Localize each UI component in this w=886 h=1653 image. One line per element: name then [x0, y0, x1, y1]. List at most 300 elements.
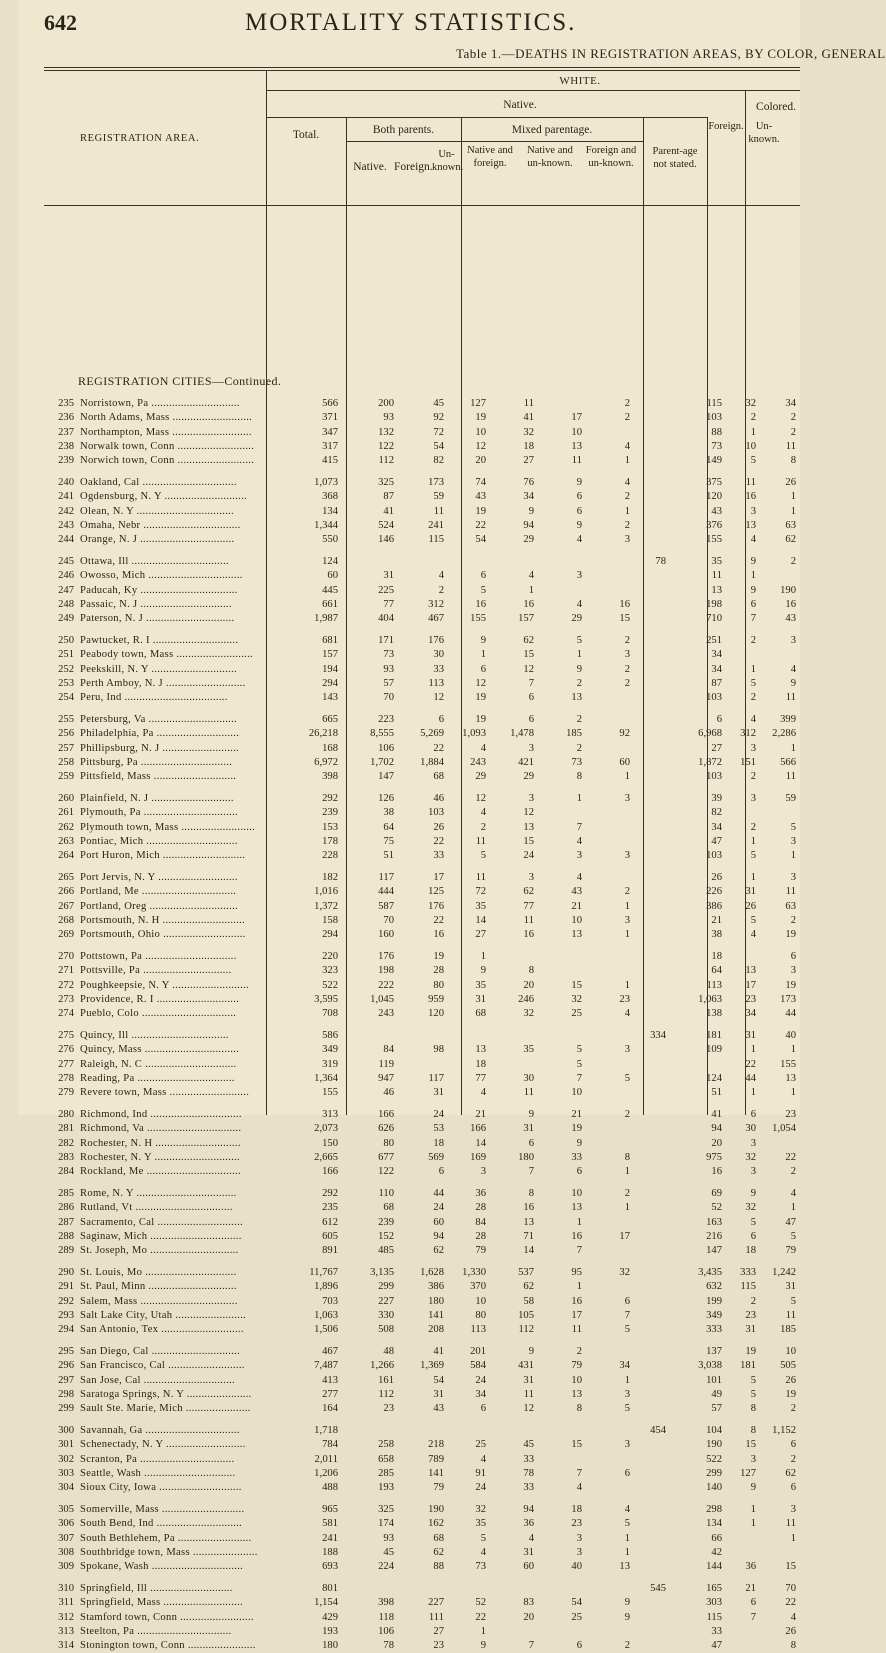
- row-number: 291: [58, 1281, 74, 1293]
- cell-total: 1,063: [314, 1309, 338, 1321]
- cell-foreign: 34: [711, 663, 722, 675]
- row-number: 283: [58, 1151, 74, 1163]
- cell-bp-unknown: 14: [475, 1137, 486, 1149]
- cell-unknown: 30: [745, 1123, 756, 1135]
- city-name: Norwalk town, Conn ..........................: [80, 440, 255, 452]
- cell-mp-native-foreign: 1: [528, 584, 534, 596]
- table-row: [0, 1611, 800, 1625]
- cell-total: 178: [322, 835, 338, 847]
- cell-colored: 62: [785, 534, 796, 546]
- row-number: 264: [58, 850, 74, 862]
- cell-bp-native: 677: [378, 1151, 394, 1163]
- cell-mp-foreign-unknown: 3: [624, 534, 630, 546]
- cell-unknown: 18: [745, 1245, 756, 1257]
- city-name: Petersburg, Va ..............................: [80, 714, 238, 725]
- cell-colored: 1,054: [772, 1123, 796, 1135]
- table-row: [0, 792, 800, 806]
- cell-foreign: 333: [706, 1324, 722, 1336]
- cell-bp-foreign: 1,628: [420, 1267, 444, 1278]
- cell-mp-native-unknown: 32: [571, 993, 582, 1005]
- cell-colored: 16: [785, 598, 796, 610]
- cell-mp-native-unknown: 4: [576, 598, 582, 610]
- table-row: [0, 426, 800, 440]
- table-row: [0, 476, 800, 490]
- cell-colored: 19: [785, 979, 796, 991]
- cell-bp-foreign: 18: [433, 1137, 444, 1149]
- cell-foreign: 26: [711, 872, 722, 883]
- cell-bp-foreign: 54: [433, 1374, 444, 1386]
- cell-colored: 2: [790, 914, 796, 926]
- cell-colored: 3: [790, 635, 796, 646]
- cell-bp-native: 122: [378, 440, 394, 452]
- cell-mp-native-foreign: 15: [523, 649, 534, 661]
- cell-bp-native: 1,702: [370, 756, 394, 768]
- cell-mp-native-foreign: 33: [523, 1482, 534, 1494]
- table-row: [0, 1517, 800, 1531]
- cell-total: 693: [322, 1561, 338, 1573]
- table-row: [0, 1532, 800, 1546]
- cell-bp-native: 227: [378, 1295, 394, 1307]
- cell-bp-native: 198: [378, 965, 394, 977]
- cell-mp-foreign-unknown: 1: [624, 1546, 630, 1558]
- cell-bp-foreign: 5,269: [420, 728, 444, 740]
- row-number: 287: [58, 1216, 74, 1228]
- cell-bp-native: 239: [378, 1216, 394, 1228]
- cell-bp-unknown: 32: [475, 1504, 486, 1515]
- row-number: 276: [58, 1044, 74, 1056]
- city-name: Schenectady, N. Y ...........................: [80, 1439, 246, 1451]
- cell-foreign: 103: [706, 692, 722, 704]
- cell-mp-native-foreign: 76: [523, 477, 534, 488]
- cell-unknown: 1: [750, 1044, 756, 1056]
- cell-bp-foreign: 44: [433, 1188, 444, 1199]
- row-number: 269: [58, 929, 74, 941]
- cell-bp-native: 64: [383, 821, 394, 833]
- row-number: 248: [58, 598, 74, 610]
- cell-mp-native-unknown: 29: [571, 613, 582, 625]
- table-row: [0, 569, 800, 583]
- cell-colored: 26: [785, 477, 796, 488]
- table-row: [0, 648, 800, 662]
- table-row: [0, 1295, 800, 1309]
- cell-unknown: 3: [750, 793, 756, 804]
- cell-bp-foreign: 80: [433, 979, 444, 991]
- cell-unknown: 3: [750, 742, 756, 754]
- cell-unknown: 127: [740, 1467, 756, 1479]
- cell-foreign: 226: [706, 886, 722, 898]
- cell-colored: 31: [785, 1281, 796, 1293]
- cell-mp-native-unknown: 3: [576, 1546, 582, 1558]
- cell-foreign: 41: [711, 1109, 722, 1120]
- cell-colored: 11: [785, 440, 796, 452]
- cell-bp-unknown: 201: [470, 1346, 486, 1357]
- cell-bp-native: 132: [378, 426, 394, 438]
- cell-mp-native-foreign: 9: [528, 505, 534, 517]
- cell-bp-foreign: 72: [433, 426, 444, 438]
- cell-total: 681: [322, 635, 338, 646]
- table-row: [0, 1086, 800, 1100]
- cell-mp-foreign-unknown: 1: [624, 455, 630, 467]
- cell-mp-native-foreign: 11: [523, 914, 534, 926]
- header-bp-native: Native.: [353, 161, 387, 173]
- row-number: 261: [58, 807, 74, 819]
- cell-bp-unknown: 35: [475, 1518, 486, 1530]
- cell-total: 415: [322, 455, 338, 467]
- cell-mp-native-unknown: 1: [576, 1281, 582, 1293]
- cell-bp-unknown: 18: [475, 1058, 486, 1070]
- cell-bp-foreign: 30: [433, 649, 444, 661]
- header-white: WHITE.: [559, 75, 601, 87]
- cell-unknown: 5: [750, 1216, 756, 1228]
- cell-colored: 1,152: [772, 1425, 796, 1436]
- row-number: 303: [58, 1467, 74, 1479]
- cell-bp-unknown: 11: [475, 835, 486, 847]
- cell-foreign: 165: [706, 1583, 722, 1594]
- cell-mp-native-foreign: 62: [523, 1281, 534, 1293]
- cell-unknown: 5: [750, 677, 756, 689]
- city-name: Pottsville, Pa ..............................: [80, 965, 232, 977]
- cell-total: 6,972: [314, 756, 338, 768]
- cell-unknown: 1: [750, 1518, 756, 1530]
- row-number: 314: [58, 1640, 74, 1652]
- cell-foreign: 251: [706, 635, 722, 646]
- cell-parentage-not-stated: 78: [655, 556, 666, 567]
- cell-colored: 11: [785, 1309, 796, 1321]
- cell-foreign: 104: [706, 1425, 722, 1436]
- cell-bp-unknown: 370: [470, 1281, 486, 1293]
- cell-total: 294: [322, 929, 338, 941]
- row-number: 292: [58, 1295, 74, 1307]
- city-name: Pittsfield, Mass ............................: [80, 771, 237, 783]
- cell-mp-foreign-unknown: 5: [624, 1403, 630, 1415]
- cell-mp-foreign-unknown: 1: [624, 771, 630, 783]
- cell-bp-unknown: 4: [480, 742, 486, 754]
- cell-mp-foreign-unknown: 2: [624, 677, 630, 689]
- cell-mp-native-foreign: 6: [528, 692, 534, 704]
- cell-unknown: 11: [745, 477, 756, 488]
- table-row: [0, 1187, 800, 1201]
- cell-colored: 5: [790, 1230, 796, 1242]
- cell-mp-native-unknown: 10: [571, 426, 582, 438]
- city-name: San Jose, Cal ...............................: [80, 1374, 236, 1386]
- table-row: [0, 835, 800, 849]
- cell-unknown: 3: [750, 1453, 756, 1465]
- cell-bp-unknown: 43: [475, 491, 486, 503]
- cell-colored: 155: [780, 1058, 796, 1070]
- cell-bp-native: 84: [383, 1044, 394, 1056]
- cell-total: 566: [322, 398, 338, 409]
- city-name: San Diego, Cal ..............................: [80, 1346, 241, 1357]
- table-row: [0, 519, 800, 533]
- cell-bp-foreign: 54: [433, 440, 444, 452]
- row-number: 308: [58, 1546, 74, 1558]
- city-name: Ottawa, Ill .................................: [80, 556, 229, 567]
- table-row: [0, 1596, 800, 1610]
- row-number: 302: [58, 1453, 74, 1465]
- city-name: San Antonio, Tex ............................: [80, 1324, 244, 1336]
- cell-mp-native-unknown: 4: [576, 534, 582, 546]
- cell-bp-native: 325: [378, 477, 394, 488]
- cell-bp-foreign: 33: [433, 663, 444, 675]
- cell-unknown: 8: [750, 1403, 756, 1415]
- cell-total: 155: [322, 1087, 338, 1099]
- cell-bp-native: 118: [378, 1611, 394, 1623]
- cell-mp-native-unknown: 33: [571, 1151, 582, 1163]
- cell-mp-native-foreign: 12: [523, 1403, 534, 1415]
- header-total: Total.: [292, 129, 320, 141]
- cell-mp-native-foreign: 246: [518, 993, 534, 1005]
- cell-bp-foreign: 2: [438, 584, 444, 596]
- table-row: [0, 397, 800, 411]
- cell-bp-unknown: 4: [480, 1087, 486, 1099]
- cell-foreign: 13: [711, 584, 722, 596]
- cell-mp-native-unknown: 7: [576, 821, 582, 833]
- table-row: [0, 1374, 800, 1388]
- cell-bp-foreign: 120: [428, 1008, 444, 1020]
- cell-bp-native: 110: [378, 1188, 394, 1199]
- table-row: [0, 1244, 800, 1258]
- cell-bp-foreign: 17: [433, 872, 444, 883]
- cell-bp-unknown: 9: [480, 965, 486, 977]
- table-row: [0, 598, 800, 612]
- cell-total: 1,896: [314, 1281, 338, 1293]
- city-name: Peabody town, Mass ..........................: [80, 649, 253, 661]
- cell-foreign: 115: [706, 398, 722, 409]
- cell-unknown: 1: [750, 663, 756, 675]
- cell-bp-unknown: 72: [475, 886, 486, 898]
- cell-foreign: 3,038: [698, 1360, 722, 1372]
- table-row: [0, 871, 800, 885]
- cell-total: 467: [322, 1346, 338, 1357]
- cell-bp-unknown: 6: [480, 663, 486, 675]
- cell-unknown: 21: [745, 1583, 756, 1594]
- cell-mp-foreign-unknown: 34: [619, 1360, 630, 1372]
- cell-mp-foreign-unknown: 6: [624, 1467, 630, 1479]
- city-name: Richmond, Ind ...............................: [80, 1109, 242, 1120]
- cell-foreign: 42: [711, 1546, 722, 1558]
- cell-mp-native-foreign: 7: [528, 1166, 534, 1178]
- cell-bp-foreign: 789: [428, 1453, 444, 1465]
- cell-mp-native-foreign: 4: [528, 1532, 534, 1544]
- cell-bp-foreign: 176: [428, 635, 444, 646]
- cell-bp-native: 223: [378, 714, 394, 725]
- cell-foreign: 69: [711, 1188, 722, 1199]
- cell-foreign: 11: [711, 570, 722, 582]
- city-name: Rochester, N. H .............................: [80, 1137, 241, 1149]
- cell-mp-native-unknown: 10: [571, 1188, 582, 1199]
- row-number: 304: [58, 1482, 74, 1494]
- cell-total: 239: [322, 807, 338, 819]
- row-number: 267: [58, 900, 74, 912]
- cell-total: 134: [322, 505, 338, 517]
- cell-colored: 5: [790, 821, 796, 833]
- cell-mp-foreign-unknown: 5: [624, 1518, 630, 1530]
- cell-bp-foreign: 103: [428, 807, 444, 819]
- cell-colored: 47: [785, 1216, 796, 1228]
- cell-colored: 26: [785, 1625, 796, 1637]
- cell-mp-native-foreign: 58: [523, 1295, 534, 1307]
- city-name: Raleigh, N. C ...............................: [80, 1058, 237, 1070]
- cell-colored: 2: [790, 1403, 796, 1415]
- table-row: [0, 1388, 800, 1402]
- cell-mp-native-unknown: 73: [571, 756, 582, 768]
- cell-bp-unknown: 12: [475, 440, 486, 452]
- table-row: [0, 1402, 800, 1416]
- cell-mp-foreign-unknown: 3: [624, 850, 630, 862]
- row-number: 278: [58, 1072, 74, 1084]
- cell-foreign: 103: [706, 412, 722, 424]
- cell-bp-foreign: 22: [433, 835, 444, 847]
- row-number: 242: [58, 505, 74, 517]
- row-number: 306: [58, 1518, 74, 1530]
- cell-unknown: 9: [750, 1482, 756, 1494]
- cell-foreign: 49: [711, 1388, 722, 1400]
- cell-mp-native-unknown: 3: [576, 850, 582, 862]
- row-number: 246: [58, 570, 74, 582]
- cell-mp-native-unknown: 43: [571, 886, 582, 898]
- city-name: Richmond, Va ................................: [80, 1123, 242, 1135]
- cell-colored: 1: [790, 1532, 796, 1544]
- row-number: 241: [58, 491, 74, 503]
- cell-bp-native: 225: [378, 584, 394, 596]
- cell-bp-foreign: 24: [433, 1202, 444, 1214]
- cell-mp-foreign-unknown: 16: [619, 598, 630, 610]
- table-row: [0, 1280, 800, 1294]
- cell-total: 26,218: [308, 728, 338, 740]
- cell-mp-foreign-unknown: 23: [619, 993, 630, 1005]
- cell-mp-native-foreign: 180: [518, 1151, 534, 1163]
- cell-bp-native: 160: [378, 929, 394, 941]
- cell-colored: 3: [790, 965, 796, 977]
- cell-bp-native: 75: [383, 835, 394, 847]
- cell-mp-native-foreign: 94: [523, 519, 534, 531]
- row-number: 262: [58, 821, 74, 833]
- cell-mp-native-unknown: 5: [576, 635, 582, 646]
- cell-mp-foreign-unknown: 5: [624, 1324, 630, 1336]
- cell-bp-native: 93: [383, 1532, 394, 1544]
- row-number: 243: [58, 519, 74, 531]
- cell-total: 368: [322, 491, 338, 503]
- cell-total: 398: [322, 771, 338, 783]
- city-name: South Bend, Ind .............................: [80, 1518, 243, 1530]
- cell-bp-native: 161: [378, 1374, 394, 1386]
- cell-mp-native-unknown: 2: [576, 1346, 582, 1357]
- table-row: [0, 821, 800, 835]
- cell-bp-foreign: 98: [433, 1044, 444, 1056]
- cell-foreign: 87: [711, 677, 722, 689]
- cell-foreign: 115: [706, 1611, 722, 1623]
- table-row: [0, 634, 800, 648]
- table-row: [0, 1467, 800, 1481]
- cell-unknown: 9: [750, 556, 756, 567]
- row-number: 277: [58, 1058, 74, 1070]
- row-number: 273: [58, 993, 74, 1005]
- cell-bp-native: 78: [383, 1640, 394, 1652]
- cell-foreign: 18: [711, 951, 722, 962]
- cell-total: 708: [322, 1008, 338, 1020]
- cell-mp-native-foreign: 7: [528, 1640, 534, 1652]
- cell-mp-native-unknown: 9: [576, 1137, 582, 1149]
- cell-mp-native-unknown: 21: [571, 1109, 582, 1120]
- row-number: 298: [58, 1388, 74, 1400]
- table-row: [0, 1481, 800, 1495]
- cell-foreign: 155: [706, 534, 722, 546]
- cell-foreign: 113: [706, 979, 722, 991]
- cell-mp-foreign-unknown: 9: [624, 1611, 630, 1623]
- cell-mp-native-foreign: 421: [518, 756, 534, 768]
- table-row: [0, 1165, 800, 1179]
- cell-bp-foreign: 1,369: [420, 1360, 444, 1372]
- cell-mp-native-unknown: 4: [576, 1482, 582, 1494]
- cell-bp-foreign: 53: [433, 1123, 444, 1135]
- cell-bp-native: 70: [383, 914, 394, 926]
- table-row: [0, 928, 800, 942]
- cell-bp-unknown: 166: [470, 1123, 486, 1135]
- cell-mp-native-unknown: 11: [571, 1324, 582, 1336]
- table-row: [0, 713, 800, 727]
- table-row: [0, 555, 800, 569]
- cell-total: 228: [322, 850, 338, 862]
- cell-total: 193: [322, 1625, 338, 1637]
- cell-bp-unknown: 11: [475, 872, 486, 883]
- city-name: Steelton, Pa ................................: [80, 1625, 232, 1637]
- cell-mp-foreign-unknown: 2: [624, 1188, 630, 1199]
- row-number: 272: [58, 979, 74, 991]
- city-name: Providence, R. I ............................: [80, 993, 240, 1005]
- cell-mp-native-unknown: 6: [576, 491, 582, 503]
- cell-colored: 2,286: [772, 728, 796, 740]
- row-number: 259: [58, 771, 74, 783]
- cell-mp-native-unknown: 17: [571, 1309, 582, 1321]
- cell-bp-unknown: 1,093: [462, 728, 486, 740]
- cell-mp-native-unknown: 13: [571, 692, 582, 704]
- cell-mp-foreign-unknown: 2: [624, 635, 630, 646]
- cell-bp-unknown: 19: [475, 505, 486, 517]
- cell-bp-native: 45: [383, 1546, 394, 1558]
- cell-foreign: 43: [711, 505, 722, 517]
- cell-colored: 11: [785, 771, 796, 783]
- cell-bp-native: 126: [378, 793, 394, 804]
- row-number: 238: [58, 440, 74, 452]
- row-number: 235: [58, 398, 74, 409]
- cell-total: 1,016: [314, 886, 338, 898]
- cell-bp-unknown: 79: [475, 1245, 486, 1257]
- row-number: 310: [58, 1583, 74, 1594]
- cell-bp-native: 285: [378, 1467, 394, 1479]
- city-name: Pueblo, Colo ................................: [80, 1008, 237, 1020]
- cell-mp-native-foreign: 16: [523, 929, 534, 941]
- cell-total: 429: [322, 1611, 338, 1623]
- cell-mp-foreign-unknown: 15: [619, 613, 630, 625]
- city-name: Owosso, Mich ................................: [80, 570, 243, 582]
- cell-mp-native-unknown: 4: [576, 835, 582, 847]
- row-number: 300: [58, 1425, 74, 1436]
- row-number: 255: [58, 714, 74, 725]
- table-row: [0, 885, 800, 899]
- city-name: Omaha, Nebr .................................: [80, 519, 241, 531]
- cell-foreign: 299: [706, 1467, 722, 1479]
- cell-colored: 190: [780, 584, 796, 596]
- city-name: Portland, Oreg ..............................: [80, 900, 238, 912]
- cell-bp-native: 80: [383, 1137, 394, 1149]
- cell-foreign: 38: [711, 929, 722, 941]
- cell-total: 194: [322, 663, 338, 675]
- cell-bp-unknown: 113: [470, 1324, 486, 1336]
- cell-total: 586: [322, 1030, 338, 1041]
- cell-foreign: 163: [706, 1216, 722, 1228]
- header-both-parents: Both parents.: [372, 124, 435, 136]
- cell-unknown: 23: [745, 1309, 756, 1321]
